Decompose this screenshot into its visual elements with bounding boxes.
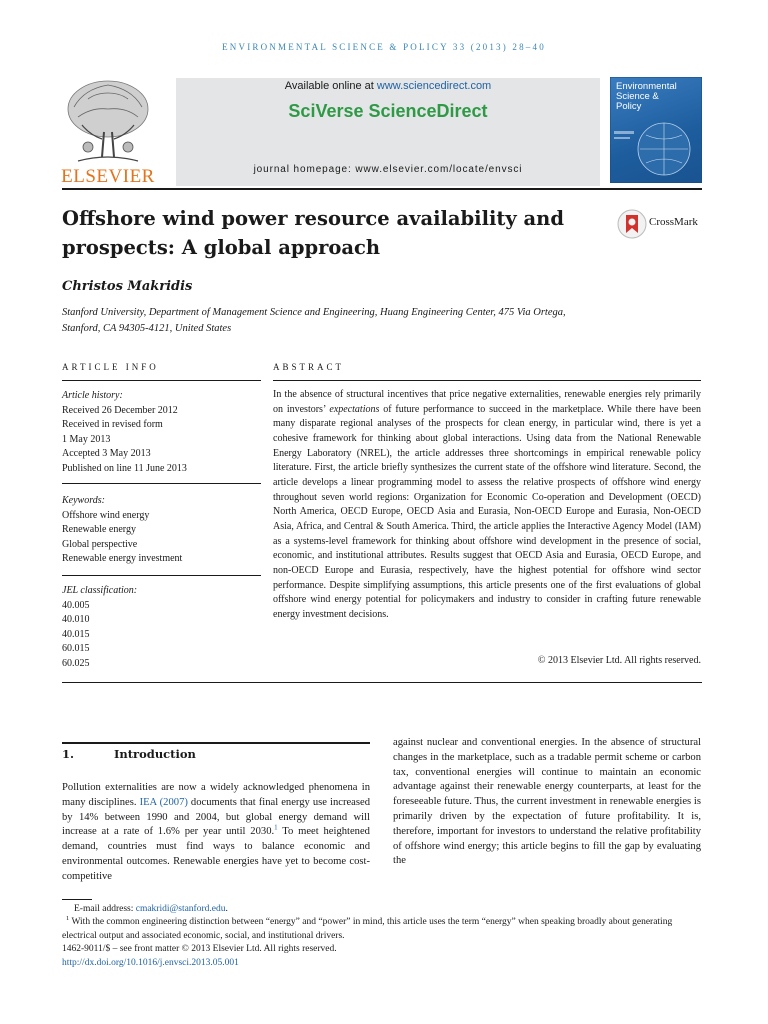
email-line [62,903,702,916]
jel-code: 40.010 [62,614,90,625]
email-label: E-mail address: [74,904,136,914]
keyword-item: Renewable energy [62,524,136,535]
abstract-body [273,388,701,623]
section-number: 1. [62,747,75,761]
footnote-1 [62,916,702,943]
intro-text: To meet heightened demand, countries must find ways to balance economic and environmental outcomes. Renewable energies have yet to become cost-competitive [62,826,370,882]
citation-link-iea[interactable]: IEA (2007) [139,796,188,808]
running-header: ENVIRONMENTAL SCIENCE & POLICY 33 (2013) 28–40 [222,42,546,52]
history-item: Received in revised form [62,419,163,430]
jel-code: 40.015 [62,628,90,640]
cover-title-line: Policy [616,101,642,112]
email-end: . [225,904,228,914]
abstract-rule [273,380,701,381]
keyword-item: Global perspective [62,538,138,550]
intro-text: documents that final energy use increased by 14% between 1990 and 2004, but global energy demand will increase at a rate of 1.6% per year until 2030. [62,796,371,838]
sciverse-sciencedirect-brand: SciVerse ScienceDirect [288,101,488,121]
abstract-italic-word: expectations [329,403,380,415]
history-item: 1 May 2013 [62,433,111,445]
front-matter-line: 1462-9011/$ – see front matter © 2013 Elsevier Ltd. All rights reserved. [62,944,337,955]
keywords-heading: Keywords: [62,495,105,506]
history-item: Received 26 December 2012 [62,404,178,416]
introduction-heading [62,747,362,761]
article-history [62,389,262,476]
journal-cover-title [616,82,700,112]
abstract-text-part: of future performance to succeed in the marketplace. While there have been many disparate regional analyses of the prospects for clean energy, in particular wind, there is yet a cohesive framework for thinking about global interactions. Using data from the National Renewable Energy Laboratory (NREL), the article addresses three shortcomings in empirical renewable policy literature. First, the article briefly synthesizes the current state of the offshore wind literature. Second, the article develops a linear programming model to assess the relative prospects of offshore wind energy throughout seven world regions: Organization for Economic Co-operation and Development (OECD) North America, OECD Europe, OECD Asia and Eurasia, Non-OECD Europe and Eurasia, Non-OECD Asia, Africa, and Central & South America. Third, the article applies the Interactive Agency Model (IAM) as a systems-level framework for thinking about offshore wind development in the presence of social, economic, and institutional attributes. Results suggest that OECD Asia and Eurasia, OECD Europe, and non-OECD Europe and Eurasia, respectively, have the highest potential for offshore wind sector performance. Despite simplifying assumptions, this article presents one of the first evaluations of global offshore wind energy potential for policymakers and industry to consider in crafting future renewable energy investment decisions. [273,403,701,620]
footnote-ref-1[interactable]: 1 [274,823,278,832]
affiliation-line: Stanford, CA 94305-4121, United States [62,323,232,334]
jel-heading: JEL classification: [62,585,138,596]
intro-heading-rule [62,742,370,744]
author-affiliation [62,305,622,337]
sciencedirect-link[interactable]: www.sciencedirect.com [376,80,492,92]
keyword-item: Offshore wind energy [62,509,150,521]
footnote-1-mark: 1 [66,915,70,923]
available-online-line [176,80,600,92]
intro-paragraph-left [62,781,370,885]
elsevier-wordmark: ELSEVIER [61,166,155,187]
affiliation-line: Stanford University, Department of Management Science and Engineering, Huang Engineering Center, 475 Via Ortega, [62,307,566,318]
article-info-rule [62,380,261,381]
jel-classification-block [62,584,262,671]
history-item: Accepted 3 May 2013 [62,448,151,459]
cover-title-line: Science & [616,91,659,102]
doi-link[interactable]: http://dx.doi.org/10.1016/j.envsci.2013.05.001 [62,957,239,968]
history-divider [62,483,261,484]
cover-title-line: Environmental [616,81,677,92]
section-title: Introduction [114,747,196,761]
keyword-item: Renewable energy investment [62,553,183,564]
jel-code: 60.015 [62,643,90,654]
header-divider [62,188,702,190]
footnote-1-text: With the common engineering distinction between “energy” and “power” in mind, this article uses the term “energy” when speaking broadly about generating electrical output and associated economic, social, and institutional drivers. [62,917,673,941]
journal-homepage-link[interactable]: journal homepage: www.elsevier.com/locate/envsci [253,164,523,175]
abstract-heading: ABSTRACT [273,362,345,372]
jel-code: 60.025 [62,657,90,669]
intro-paragraph-right: against nuclear and conventional energies. In the absence of structural changes in the marketplace, such as a tradable permit scheme or carbon tax, conventional energies will continue to maintain an economic advantage against their renewable energy counterparts, at least for the foreseeable future. Thus, the current investment in renewable energies is primarily driven by the expectation of future profitability. It is, therefore, important for investors to understand the relative profitability of offshore wind energy; this article begins to fill the gap by evaluating the [393,737,701,867]
article-title: Offshore wind power resource availability and prospects: A global approach [62,207,564,259]
crossmark-label[interactable]: CrossMark [649,216,698,228]
crossmark-icon[interactable] [617,209,647,239]
history-item: Published on line 11 June 2013 [62,462,187,474]
article-history-heading: Article history: [62,390,123,401]
abstract-copyright: © 2013 Elsevier Ltd. All rights reserved. [537,655,701,666]
jel-code: 40.005 [62,599,90,611]
section-divider [62,682,702,683]
author-name: Christos Makridis [62,279,193,294]
article-info-heading: ARTICLE INFO [62,362,159,372]
available-online-prefix: Available online at [284,80,377,92]
footnotes [62,903,702,970]
abstract-text-part: In the absence of structural incentives that price negative externalities, renewable energies rely primarily on investors’ [273,389,701,415]
keywords-divider [62,575,261,576]
author-email-link[interactable]: cmakridi@stanford.edu [135,904,226,914]
intro-text: Pollution externalities are now a widely acknowledged phenomena in many disciplines. [62,782,370,808]
footnote-rule [62,899,92,900]
keywords-block [62,494,262,567]
